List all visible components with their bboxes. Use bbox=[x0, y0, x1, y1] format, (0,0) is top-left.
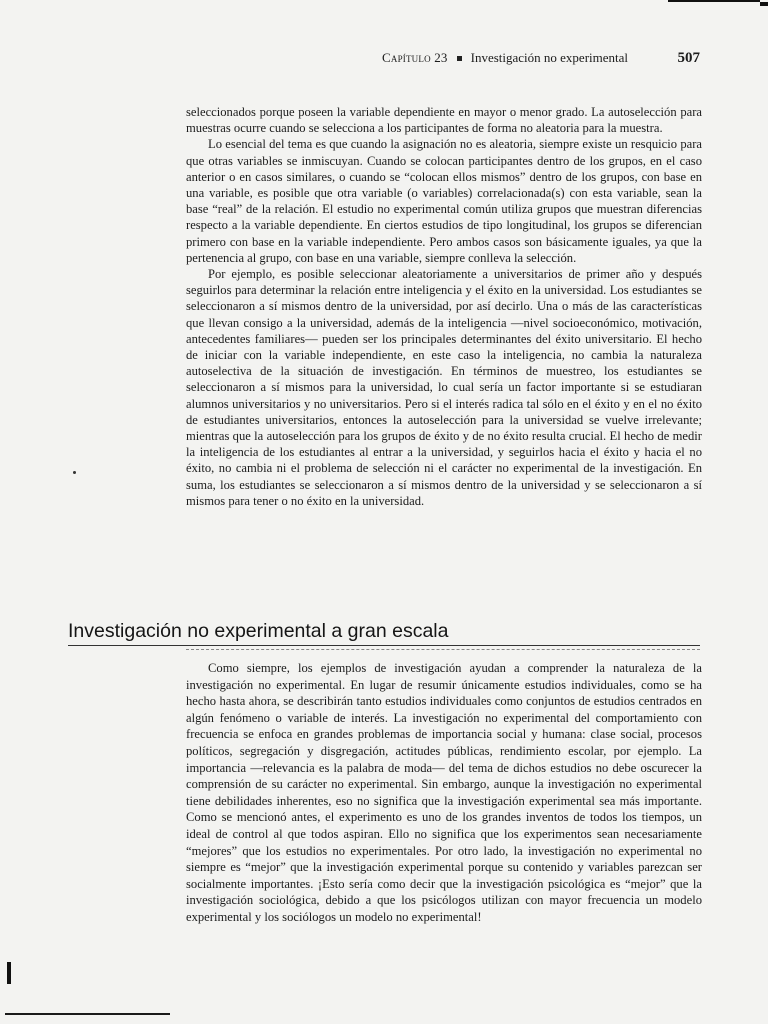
body-text-top bbox=[186, 104, 702, 509]
margin-mark bbox=[73, 471, 76, 474]
paragraph-2: Lo esencial del tema es que cuando la asignación no es aleatoria, siempre existe un resquicio para que otras variables se inmiscuyan. Cuando se colocan participantes dentro de los grupos, en el caso anterior o en casos similares, o cuando se “colocan ellos mismos” dentro de los grupos, con base en una variable, es posible que otra variable (o variables) correlacionada(s) con esta variable, sean la base “real” de la relación. El estudio no experimental común utiliza grupos que muestran diferencias respecto a la variable dependiente. En ciertos estudios de tipo longitudinal, los grupos se diferencian primero con base en la variable independiente. Pero ambos casos son básicamente iguales, ya que la pertenencia al grupo, con base en una variable, siempre conlleva la selección. bbox=[186, 137, 702, 265]
section-rule bbox=[68, 645, 700, 646]
scan-corner-mark bbox=[760, 2, 768, 6]
section-paragraph: Como siempre, los ejemplos de investigación ayudan a comprender la naturaleza de la investigación no experimental. En lugar de resumir únicamente estudios individuales, como se ha hecho hasta ahora, se describirán tanto estudios individuales como conjuntos de estudios centrados en algún fenómeno o variable de interés. La investigación no experimental del comportamiento con frecuencia se enfoca en grandes problemas de importancia social y humana: clase social, procesos políticos, segregación y disgregación, actitudes públicas, rendimiento escolar, por ejemplo. La importancia —relevancia es la palabra de moda— del tema de dichos estudios no debe oscurecer la comprensión de su carácter no experimental. Sin embargo, aunque la investigación no experimental tiene debilidades inherentes, eso no significa que la investigación experimental sea más importante. Como se mencionó antes, el experimento es uno de los grandes inventos de todos los tiempos, un ideal de control al que todos aspiran. Ello no significa que los experimentos sean necesariamente “mejores” que los estudios no experimentales. Por otro lado, la investigación no experimental no siempre es “mejor” que la investigación experimental porque su contenido y variables parezcan ser socialmente importantes. ¡Esto sería como decir que la investigación psicológica es “mejor” que la investigación sociológica, debido a que los psicólogos utilizan con mayor frecuencia un modelo experimental y los sociólogos un modelo no experimental! bbox=[186, 661, 702, 924]
page-number: 507 bbox=[677, 50, 700, 66]
chapter-label: Capítulo 23 bbox=[382, 50, 448, 65]
paragraph-1: seleccionados porque poseen la variable dependiente en mayor o menor grado. La autoselección para muestras ocurre cuando se selecciona a los participantes de forma no aleatoria para la muestra. bbox=[186, 105, 702, 136]
running-title: Investigación no experimental bbox=[470, 50, 629, 65]
bullet-separator bbox=[457, 56, 462, 61]
body-text-bottom bbox=[186, 660, 702, 926]
scan-edge-mark bbox=[668, 0, 760, 2]
section-heading: Investigación no experimental a gran escala bbox=[68, 620, 449, 642]
bottom-scan-edge bbox=[5, 1013, 170, 1015]
paragraph-3: Por ejemplo, es posible seleccionar aleatoriamente a universitarios de primer año y después seguirlos para determinar la relación entre inteligencia y el éxito en la universidad. Los estudiantes se seleccionaron a sí mismos dentro de la universidad, por así decirlo. Una o más de las características que llevan consigo a la universidad, además de la inteligencia —nivel socioeconómico, motivación, antecedentes familiares— pueden ser los principales determinantes del éxito universitario. El hecho de iniciar con la variable independiente, en este caso la inteligencia, no cambia la naturaleza autoselectiva de la situación de investigación. En términos de muestreo, los estudiantes se seleccionaron a sí mismos para la universidad, lo cual sería un factor importante si se estudiaran alumnos universitarios y no universitarios. Pero si el interés radica tal sólo en el éxito y en el no éxito de estudiantes universitarios, entonces la autoselección para la universidad se vuelve irrelevante; mientras que la autoselección para los grupos de éxito y de no éxito resulta crucial. El hecho de medir la inteligencia de los estudiantes al entrar a la universidad, y seguirlos hacia el éxito y hacia el no éxito, no cambia ni el problema de selección ni el carácter no experimental de la investigación. En suma, los estudiantes se seleccionaron a sí mismos dentro de la universidad y se seleccionaron a sí mismos para tener o no éxito en la universidad. bbox=[186, 267, 702, 508]
running-head bbox=[382, 50, 700, 67]
margin-bar-mark bbox=[7, 962, 11, 984]
section-rule-secondary bbox=[186, 649, 700, 650]
